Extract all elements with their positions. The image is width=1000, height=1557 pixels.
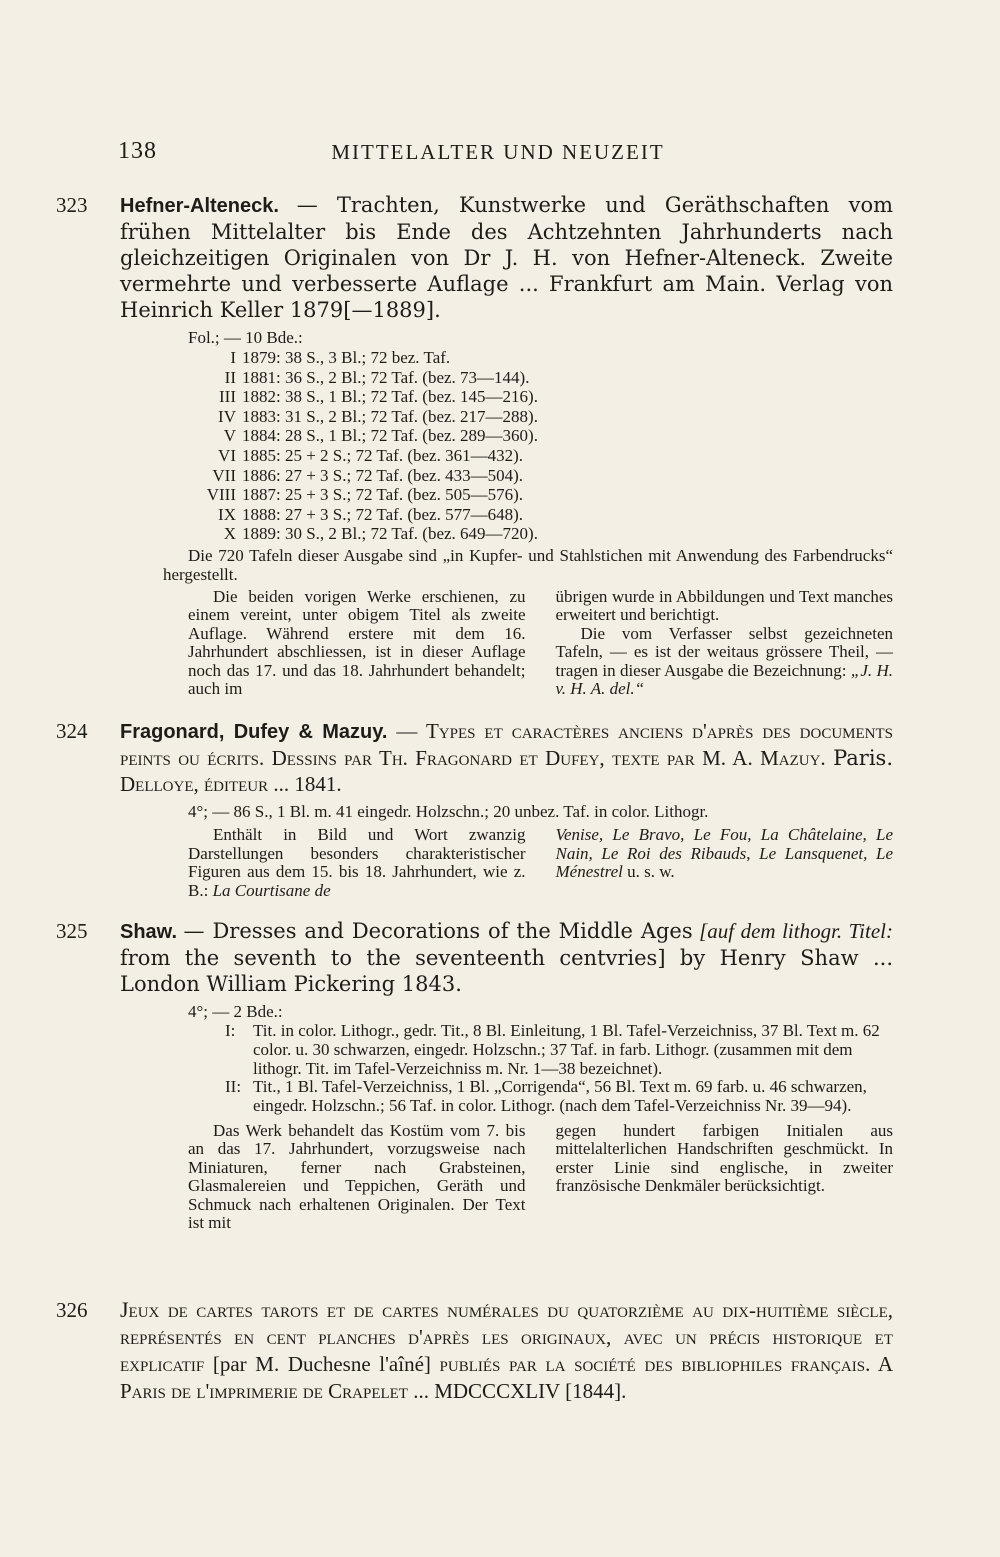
annotation-left: Das Werk behandelt das Kostüm vom 7. bis an das 17. Jahrhundert, vorzugsweise nach Miniaturen, ferner nach Grabsteinen, Glasmalereien und Teppichen, Geräth und Schmuck nach erhaltenen Originalen. Der Text ist mit <box>188 1120 526 1233</box>
volume-detail: I: Tit. in color. Lithogr., gedr. Tit., 8 Bl. Einleitung, 1 Bl. Tafel-Verzeichniss, 37 Bl. Text m. 62 color. u. 30 schwarzen, eingedr. Holzschn.; 37 Taf. in farb. Lithogr. (zusammen mit dem lithogr. Tit. im Tafel-Verzeichniss m. Nr. 1—38 bezeichnet). <box>225 1021 880 1078</box>
volume-item: IX 1888: 27 + 3 S.; 72 Taf. (bez. 577—648). <box>218 504 523 524</box>
entry-number: 325 <box>56 919 88 943</box>
entry-author: Jeux <box>120 1297 160 1322</box>
entry-number: 326 <box>56 1298 88 1322</box>
entry-number: 323 <box>56 193 88 217</box>
volume-item: X 1889: 30 S., 2 Bl.; 72 Taf. (bez. 649—720). <box>223 524 538 544</box>
entry-324 <box>56 718 894 900</box>
entry-author: Shaw. <box>120 921 178 943</box>
annotation-columns <box>88 1122 893 1233</box>
entry-place: Paris. <box>833 746 894 770</box>
volume-detail: II: Tit., 1 Bl. Tafel-Verzeichniss, 1 Bl. „Corrigenda“, 56 Bl. Text m. 69 farb. u. 46 schwarzen, eingedr. Holzschn.; 56 Taf. in color. Lithogr. (nach dem Tafel-Verzeichniss Nr. 39—94). <box>225 1077 867 1116</box>
annotation-columns <box>88 588 893 699</box>
entry-323 <box>56 192 894 699</box>
entry-number: 324 <box>56 719 88 743</box>
entry-326 <box>56 1296 894 1405</box>
entry-325 <box>56 918 893 1233</box>
annotation-columns <box>88 826 893 900</box>
entry-323-heading <box>56 192 893 323</box>
entry-title: — Dresses and Decorations of the Middle Ages <box>183 919 693 943</box>
entry-326-heading <box>56 1296 894 1405</box>
entry-author: Fragonard, Dufey & Mazuy. <box>120 721 388 743</box>
entry-title-note: [par M. Duchesne l'aîné] <box>212 1352 431 1376</box>
entry-title-note: [auf dem lithogr. Titel: <box>699 919 893 943</box>
volume-list <box>88 348 893 544</box>
running-head: MITTELALTER UND NEUZEIT <box>331 140 665 164</box>
entry-author: Hefner-Alteneck. <box>120 195 279 217</box>
annotation-right: Venise, Le Bravo, Le Fou, La Châtelaine, Le Nain, Le Roi des Ribauds, Le Lansquenet, Le Ménestrel u. s. w. <box>555 825 893 881</box>
entry-collation: 4°; — 2 Bde.: <box>188 1002 283 1021</box>
annotation-left: Enthält in Bild und Wort zwanzig Darstellungen besonders charakteristischer Figuren aus dem 15. bis 18. Jahrhundert, wie z. B.: La Courtisane de <box>188 825 526 900</box>
volume-item: III 1882: 38 S., 1 Bl.; 72 Taf. (bez. 145—216). <box>219 387 538 407</box>
page-header <box>118 138 878 168</box>
annotation-right: übrigen wurde in Abbildungen und Text manches erweitert und berichtigt. Die vom Verfasser selbst gezeichneten Tafeln, — es ist der weitaus grössere Theil, — tragen in dieser Ausgabe die Bezeichnung: „J. H. v. H. A. del.“ <box>555 586 894 699</box>
volume-item: II 1881: 36 S., 2 Bl.; 72 Taf. (bez. 73—144). <box>224 367 530 387</box>
volume-item: VII 1886: 27 + 3 S.; 72 Taf. (bez. 433—504). <box>212 465 523 485</box>
entry-325-heading <box>56 918 893 997</box>
annotation-right: gegen hundert farbigen Initialen aus mittelalterlichen Handschriften geschmückt. In erster Linie sind englische, in zweiter französische Denkmäler berücksichtigt. <box>555 1120 893 1196</box>
entry-publisher: Delloye, éditeur ... 1841. <box>120 772 342 796</box>
entry-note: Die 720 Tafeln dieser Ausgabe sind „in Kupfer- und Stahlstichen mit Anwendung des Farbendrucks“ hergestellt. <box>163 545 893 584</box>
volume-item: VIII 1887: 25 + 3 S.; 72 Taf. (bez. 505—576). <box>206 485 523 505</box>
entry-title-continued: publiés par la société des bibliophiles français. A Paris de l'imprimerie de Crapelet ... MDCCCXLIV [1844]. <box>120 1352 894 1403</box>
page-number: 138 <box>118 138 157 164</box>
entry-title-continued: from the seventh to the seventeenth centvries] by Henry Shaw ... London William Pickering 1843. <box>120 946 893 996</box>
volume-item: IV 1883: 31 S., 2 Bl.; 72 Taf. (bez. 217—288). <box>218 406 538 426</box>
entry-collation: 4°; — 86 S., 1 Bl. m. 41 eingedr. Holzschn.; 20 unbez. Taf. in color. Lithogr. <box>188 802 709 821</box>
entry-collation: Fol.; — 10 Bde.: <box>188 328 303 347</box>
entry-324-heading <box>56 718 894 797</box>
volume-item: VI 1885: 25 + 2 S.; 72 Taf. (bez. 361—432). <box>218 445 523 465</box>
volume-item: V 1884: 28 S., 1 Bl.; 72 Taf. (bez. 289—360). <box>223 426 538 446</box>
entry-title: — Types et caractères anciens d'après des documents peints ou écrits. Dessins par Th. Fragonard et Dufey, texte par M. A. Mazuy. <box>120 719 894 770</box>
entry-title: de cartes tarots et de cartes numérales du quatorzième au dix-huitième siècle, représentés en cent planches d'après les originaux, avec un précis historique et explicatif <box>120 1298 893 1376</box>
annotation-left: Die beiden vorigen Werke erschienen, zu einem vereint, unter obigem Titel als zweite Auflage. Während erstere mit dem 16. Jahrhundert abschliessen, ist in dieser Auflage noch das 17. und das 18. Jahrhundert behandelt; auch im <box>188 586 526 699</box>
volume-item: I 1879: 38 S., 3 Bl.; 72 bez. Taf. <box>230 348 451 367</box>
entry-title: — Trachten, Kunstwerke und Geräthschaften vom frühen Mittelalter bis Ende des Achtzehnten Jahrhunderts nach gleichzeitigen Originalen von Dr J. H. von Hefner-Alteneck. Zweite vermehrte und verbesserte Auflage ... Frankfurt am Main. Verlag von Heinrich Keller 1879[—1889]. <box>120 193 893 322</box>
